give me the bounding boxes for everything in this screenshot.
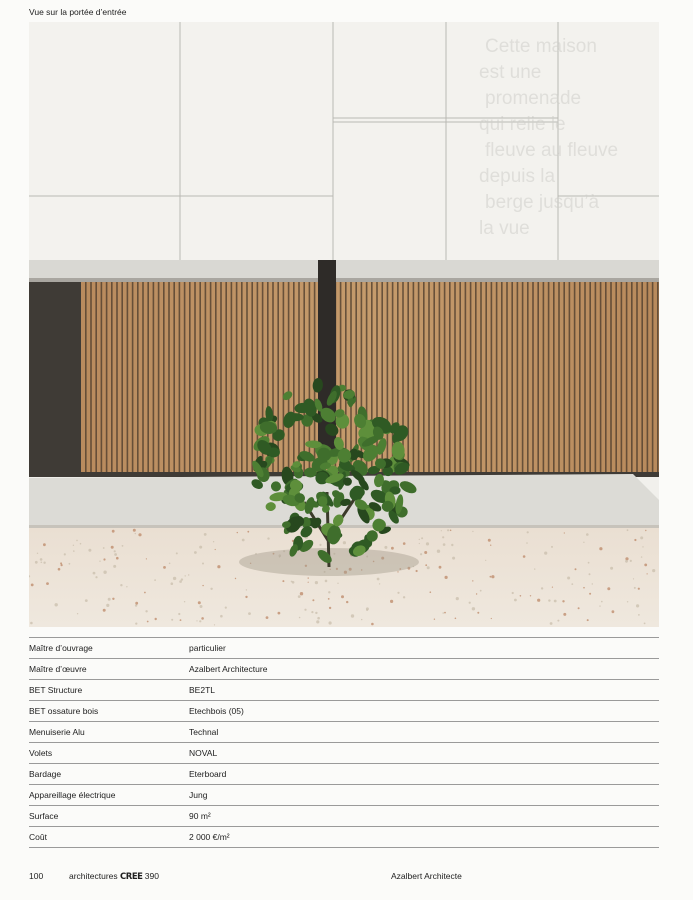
credit-label: Coût	[29, 832, 47, 842]
table-row	[29, 722, 659, 743]
credit-value: Azalbert Architecture	[189, 664, 268, 674]
credit-value: Technal	[189, 727, 219, 737]
ghost-text-line: fleuve au fleuve	[485, 140, 619, 161]
architect-name: Azalbert Architecte	[391, 871, 462, 881]
credit-value: particulier	[189, 643, 226, 653]
magazine-name: architectures CREE 390	[69, 871, 159, 882]
credit-label: Appareillage électrique	[29, 790, 116, 800]
architecture-photo	[29, 22, 659, 627]
table-row	[29, 785, 659, 806]
credit-value: 2 000 €/m²	[189, 832, 230, 842]
ghost-text-line: la vue	[479, 218, 530, 239]
ghost-text-line: est une	[479, 62, 542, 83]
credit-value: 90 m²	[189, 811, 211, 821]
credit-value: BE2TL	[189, 685, 215, 695]
credit-label: Maître d’ouvrage	[29, 643, 93, 653]
credit-label: Maître d’œuvre	[29, 664, 87, 674]
ghost-text-line: qui relie le	[479, 114, 566, 135]
table-row	[29, 659, 659, 680]
table-row	[29, 827, 659, 848]
table-row	[29, 806, 659, 827]
credit-value: Jung	[189, 790, 208, 800]
credit-label: Surface	[29, 811, 59, 821]
credit-value: Etechbois (05)	[189, 706, 244, 716]
credit-value: NOVAL	[189, 748, 218, 758]
magazine-brand-logo: CREE	[120, 872, 143, 882]
ghost-text-line: depuis la	[479, 166, 556, 187]
ghost-text-line: berge jusqu’à	[485, 192, 600, 213]
ghost-text-line: Cette maison	[485, 36, 597, 57]
table-row	[29, 764, 659, 785]
page-number: 100	[29, 871, 44, 881]
photo-caption: Vue sur la portée d’entrée	[29, 7, 127, 17]
credit-label: BET ossature bois	[29, 706, 99, 716]
credit-label: BET Structure	[29, 685, 83, 695]
table-row	[29, 701, 659, 722]
credits-table	[29, 637, 659, 848]
table-row	[29, 680, 659, 701]
table-row	[29, 743, 659, 764]
ghost-text-line: promenade	[485, 88, 582, 109]
table-row	[29, 638, 659, 659]
credit-label: Volets	[29, 748, 53, 758]
credit-value: Eterboard	[189, 769, 227, 779]
facade-illustration	[29, 22, 659, 627]
credit-label: Bardage	[29, 769, 62, 779]
credit-label: Menuiserie Alu	[29, 727, 85, 737]
soffit	[29, 260, 659, 278]
